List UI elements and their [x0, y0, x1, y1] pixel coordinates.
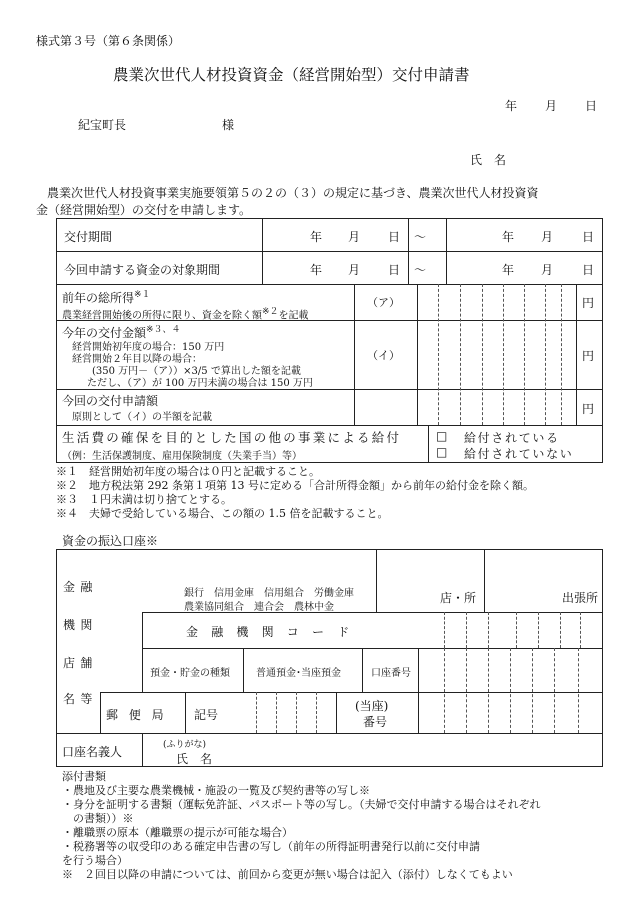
- institution-code-label: 金融機関コード: [186, 625, 363, 639]
- target-end-year: 年: [502, 263, 515, 277]
- period-start-year: 年: [310, 230, 323, 244]
- prior-year-income-title: 前年の総所得: [62, 291, 135, 305]
- target-end-month: 月: [541, 263, 554, 277]
- footnote-4: ※４ 夫婦で受給している場合、この額の 1.5 倍を記載すること。: [56, 507, 389, 520]
- attachment-item-1: ・農地及び主要な農業機械・施設の一覧及び契約書等の写し※: [62, 784, 370, 797]
- period-end-day: 日: [582, 230, 595, 244]
- target-start-year: 年: [310, 263, 323, 277]
- mark-i: （イ）: [367, 349, 400, 362]
- period-start-day: 日: [388, 230, 401, 244]
- branch-label: 店・所: [440, 591, 477, 605]
- target-tilde: ～: [414, 263, 427, 277]
- grant-note-2: 経営開始２年目以降の場合：: [72, 354, 202, 365]
- bank-side-label-1: 金融: [63, 580, 98, 594]
- number-label: 番号: [363, 715, 388, 729]
- page-title: 農業次世代人材投資資金（経営開始型）交付申請書: [113, 66, 470, 84]
- period-end-month: 月: [541, 230, 554, 244]
- not-received-label: 給付されていない: [464, 447, 574, 461]
- deposit-type-label: 預金・貯金の種類: [150, 668, 230, 679]
- note-2-ref: ※２: [262, 307, 279, 317]
- period-start-month: 月: [348, 230, 361, 244]
- date-day-label: 日: [585, 99, 598, 113]
- intro-line-2: 金（経営開始型）の交付を申請します。: [36, 203, 252, 217]
- bank-section-title: 資金の振込口座※: [62, 534, 159, 548]
- target-period-label: 今回申請する資金の対象期間: [64, 263, 221, 277]
- note-3-4-ref: ※３、４: [146, 325, 181, 335]
- other-business-example: （例：生活保護制度、雇用保険制度（失業手当）等）: [62, 451, 302, 462]
- grant-note-1: 経営開始初年度の場合：150 万円: [72, 342, 225, 353]
- bank-side-label-4: 名等: [63, 692, 98, 706]
- institution-types-2: 農業協同組合 連合会 農林中金: [184, 602, 334, 613]
- request-amount-note: 原則として（イ）の半額を記載: [72, 412, 212, 423]
- addressee: 紀宝町長: [78, 118, 127, 132]
- attachment-resubmission-note: ※ ２回目以降の申請については、前回から変更が無い場合は記入（添付）しなくてもよい: [62, 868, 513, 881]
- institution-types-1: 銀行 信用金庫 信用組合 労働金庫: [184, 588, 354, 599]
- footnote-2: ※２ 地方税法第 292 条第１項第 13 号に定める「合計所得金額」から前年の給付金を除く額。: [56, 479, 534, 492]
- mark-a: （ア）: [367, 296, 400, 309]
- postal-bank-label: 郵便局: [106, 708, 175, 722]
- period-end-year: 年: [502, 230, 515, 244]
- checkbox-not-received[interactable]: □: [436, 445, 448, 459]
- account-number-label: 口座番号: [371, 668, 411, 679]
- grant-amount-title: 今年の交付金額: [62, 326, 147, 340]
- income-yen: 円: [582, 296, 595, 310]
- attachment-item-2: ・身分を証明する書類（運転免許証、パスポート等の写し。（夫婦で交付申請する場合はそれぞれ: [62, 798, 541, 811]
- footnote-1: ※１ 経営開始初年度の場合は０円と記載すること。: [56, 465, 320, 478]
- checkbox-received[interactable]: □: [436, 429, 448, 443]
- target-start-day: 日: [388, 263, 401, 277]
- form-number: 様式第３号（第６条関係）: [36, 34, 181, 48]
- honorific: 様: [222, 118, 235, 132]
- request-amount-label: 今回の交付申請額: [62, 394, 159, 408]
- grant-yen: 円: [582, 349, 595, 363]
- received-label: 給付されている: [464, 431, 560, 445]
- attachment-item-4: ・税務署等の収受印のある確定申告書の写し（前年の所得証明書発行以前に交付申請: [62, 840, 480, 853]
- sub-branch-label: 出張所: [562, 591, 599, 605]
- attachment-item-4-cont: を行う場合）: [62, 854, 128, 867]
- current-label: (当座): [355, 699, 389, 713]
- attachment-item-3: ・離職票の原本（離職票の提示が可能な場合）: [62, 826, 293, 839]
- intro-line-1: 農業次世代人材投資事業実施要領第５の２の（３）の規定に基づき、農業次世代人材投資資: [47, 186, 539, 200]
- grant-period-label: 交付期間: [64, 230, 113, 244]
- prior-year-income-note-text: 農業経営開始後の所得に限り、資金を除く額: [62, 310, 262, 322]
- prior-year-income-note: [62, 304, 309, 321]
- account-holder-label: 口座名義人: [62, 745, 123, 759]
- grant-note-4: ただし、（ア）が 100 万円未満の場合は 150 万円: [87, 378, 313, 389]
- attachment-item-2-cont: の書類））※: [62, 812, 134, 825]
- grant-note-3: (350 万円－（ア））×3/5 で算出した額を記載: [92, 366, 301, 377]
- bank-side-label-3: 店舗: [63, 656, 98, 670]
- deposit-type-value: 普通預金･当座預金: [256, 668, 341, 679]
- target-start-month: 月: [348, 263, 361, 277]
- request-yen: 円: [582, 402, 595, 416]
- date-month-label: 月: [545, 99, 558, 113]
- prior-year-income-note-tail: を記載: [278, 310, 309, 322]
- furigana-label: (ふりがな): [163, 740, 207, 750]
- target-end-day: 日: [582, 263, 595, 277]
- attachments-title: 添付書類: [62, 770, 106, 783]
- symbol-label: 記号: [194, 708, 219, 722]
- date-year-label: 年: [505, 99, 518, 113]
- applicant-name-label: 氏 名: [470, 153, 507, 167]
- footnote-3: ※３ １円未満は切り捨てとする。: [56, 493, 232, 506]
- bank-side-label-2: 機関: [63, 618, 98, 632]
- holder-name-label: 氏 名: [176, 752, 213, 766]
- period-tilde: ～: [414, 230, 427, 244]
- other-business-label: 生活費の確保を目的とした国の他の事業による給付: [62, 430, 402, 445]
- note-1-ref: ※１: [134, 290, 151, 300]
